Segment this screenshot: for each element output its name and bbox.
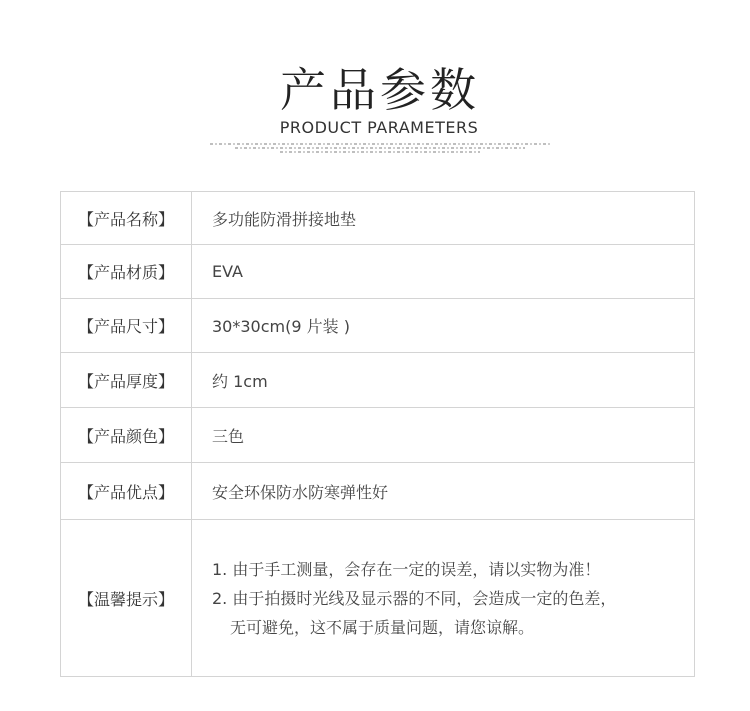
param-label: 【产品尺寸】 [61,299,192,353]
tip-line: 1. 由于手工测量，会存在一定的误差，请以实物为准！ [212,559,601,579]
fine-print-line [210,143,550,145]
tip-line: 无可避免，这不属于质量问题，请您谅解。 [230,617,535,637]
table-row-material [61,245,695,299]
param-value: EVA [192,245,695,299]
page-title: 产品参数 [280,63,480,117]
param-label: 【温馨提示】 [61,520,192,677]
parameters-table [60,191,695,677]
param-value: 三色 [192,408,695,463]
table-row-size [61,299,695,353]
table-row-name [61,192,695,245]
tip-line: 2. 由于拍摄时光线及显示器的不同，会造成一定的色差， [212,588,617,608]
table-row-thickness [61,353,695,408]
table-row-advantages [61,463,695,520]
param-label: 【产品材质】 [61,245,192,299]
param-label: 【产品优点】 [61,463,192,520]
param-value: 安全环保防水防寒弹性好 [192,463,695,520]
table-row-tips [61,520,695,677]
param-value: 多功能防滑拼接地垫 [192,192,695,245]
param-label: 【产品颜色】 [61,408,192,463]
param-value: 约 1cm [192,353,695,408]
param-label: 【产品厚度】 [61,353,192,408]
fine-print-line [280,151,480,153]
param-label: 【产品名称】 [61,192,192,245]
tips-content [192,520,695,677]
fine-print-line [235,147,525,149]
table-row-color [61,408,695,463]
header [0,0,750,170]
page-subtitle: PRODUCT PARAMETERS [279,118,479,137]
decorative-fine-print [200,143,560,153]
param-value: 30*30cm(9 片装 ) [192,299,695,353]
